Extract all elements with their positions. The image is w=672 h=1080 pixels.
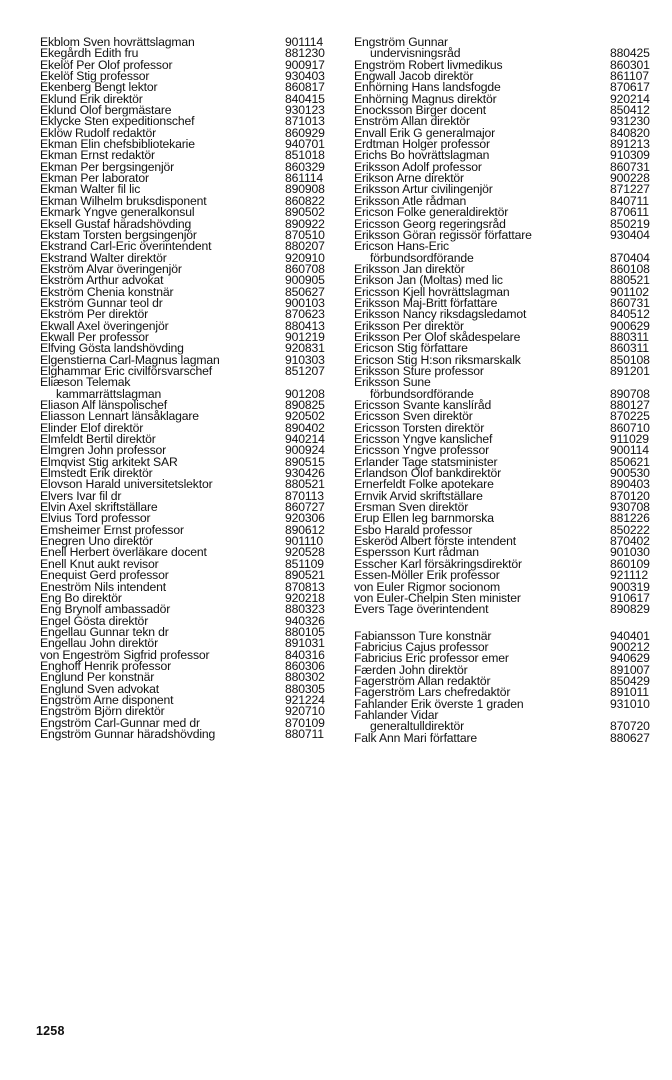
entry-name: Eriksson Sune (354, 375, 431, 390)
entry-number: 890908 (285, 182, 325, 197)
entry-number: 880711 (285, 726, 324, 741)
entry-name: Ekman Wilhelm bruksdisponent (40, 193, 207, 208)
entry-number: 840415 (285, 91, 325, 106)
entry-number: 860311 (610, 341, 649, 356)
entry-name: Ekström Gunnar teol dr (40, 295, 163, 310)
entry-number: 860817 (285, 80, 325, 95)
entry-number: 850108 (610, 352, 650, 367)
entry-name: Esbo Harald professor (354, 522, 473, 537)
entry-name: Elghammar Eric civilförsvarschef (40, 363, 212, 378)
entry-name: Eng Brynolf ambassadör (40, 602, 171, 617)
entry-number: 890825 (285, 398, 325, 412)
entry-number: 921112 (610, 568, 648, 583)
entry-name: Essen-Möller Erik professor (354, 568, 500, 583)
entry-number: 860301 (610, 57, 650, 72)
entry-number: 930123 (285, 103, 325, 118)
entry-number: 870120 (610, 488, 650, 503)
entry-number: 911029 (610, 432, 649, 447)
entry-name: Ekström Alvar överingenjör (40, 261, 182, 276)
entry-name: Enhörning Magnus direktör (354, 91, 497, 106)
entry-number: 870402 (610, 534, 650, 549)
entry-name: Ersman Sven direktör (354, 500, 469, 515)
entry-number: 870225 (610, 409, 650, 424)
entry-name: Ekman Per bergsingenjör (40, 159, 175, 174)
entry-name: Ekstrand Carl-Eric överintendent (40, 239, 212, 254)
entry-name: Elinder Elof direktör (40, 420, 144, 435)
entry-number: 900103 (285, 295, 325, 310)
entry-name: Erichs Bo hovrättslagman (354, 148, 490, 163)
entry-number: 920214 (610, 91, 650, 106)
entry-number: 890515 (285, 454, 325, 469)
entry-name: Elmqvist Stig arkitekt SAR (40, 454, 178, 469)
entry-name: Eriksson Per Olof skådespelare (354, 329, 521, 344)
entry-name: Ekman Ernst redaktör (40, 148, 155, 163)
entry-number: 900319 (610, 579, 650, 594)
entry-name: Fagerström Lars chefredaktör (354, 685, 511, 700)
entry-number: 850429 (610, 673, 650, 688)
entry-name: Enell Knut aukt revisor (40, 556, 159, 571)
entry-number: 930403 (285, 69, 325, 84)
entry-number: 850412 (610, 103, 650, 118)
entry-name: Ekman Walter fil lic (40, 182, 141, 197)
entry-name: Eriksson Adolf professor (354, 159, 482, 174)
entry-number: 901030 (610, 545, 650, 560)
entry-name: Eklöw Rudolf redaktör (40, 125, 157, 140)
entry-name: Eriksson Artur civilingenjör (354, 182, 493, 197)
entry-number: 940214 (285, 432, 325, 447)
right-column-e-section (354, 37, 658, 616)
entry-name: Eng Bo direktör (40, 590, 122, 605)
entry-name: Ekblom Sven hovrättslagman (40, 35, 195, 49)
entry-name: Elmfeldt Bertil direktör (40, 432, 156, 447)
entry-name: Ericson Stig författare (354, 341, 468, 356)
entry-row (354, 730, 658, 745)
entry-number: 900530 (610, 466, 650, 481)
entry-name: Elmstedt Erik direktör (40, 466, 153, 481)
entry-number: 890829 (610, 602, 650, 617)
entry-name: Ekwall Axel överingenjör (40, 318, 169, 333)
entry-number: 850219 (610, 216, 650, 231)
entry-name: Eskeröd Albert förste intendent (354, 534, 517, 549)
entry-name: Færden John direktör (354, 662, 468, 677)
entry-name: von Euler-Chelpin Sten minister (354, 590, 521, 605)
entry-name: Eriksson Maj-Britt författare (354, 295, 498, 310)
entry-name: Ericson Hans-Eric (354, 239, 449, 254)
entry-number: 860329 (285, 159, 325, 174)
entry-number: 930404 (610, 227, 650, 242)
entry-number: 890402 (285, 420, 325, 435)
entry-name: Englund Sven advokat (40, 681, 159, 696)
entry-name: Ericsson Svante kanslíråd (354, 398, 492, 412)
entry-number: 931010 (610, 696, 650, 711)
entry-name: Eliæson Telemak (40, 375, 131, 390)
entry-name: Ernerfeldt Folke apotekare (354, 477, 494, 492)
entry-name: Ekstrand Walter direktör (40, 250, 167, 265)
entry-name: Eneström Nils intendent (40, 579, 166, 594)
entry-number: 920710 (285, 704, 325, 719)
entry-name: Engström Gunnar (354, 35, 448, 49)
entry-number: 901208 (285, 386, 325, 401)
entry-name: Eklund Olof bergmästare (40, 103, 172, 118)
entry-name: Esscher Karl försäkringsdirektör (354, 556, 522, 571)
entry-number: 891007 (610, 662, 650, 677)
entry-name: Elmgren John professor (40, 443, 167, 458)
entry-number: 931230 (610, 114, 650, 129)
entry-name: Ericsson Georg regeringsråd (354, 216, 506, 231)
entry-number: 840512 (610, 307, 650, 322)
entry-name: Ekman Per laborator (40, 171, 149, 186)
entry-number: 881226 (610, 511, 650, 526)
entry-name: Eliasson Lennart länsåklagare (40, 409, 199, 424)
entry-name: Engström Gunnar häradshövding (40, 726, 216, 741)
entry-name: Envall Erik G generalmajor (354, 125, 496, 140)
right-column (354, 37, 658, 744)
entry-name: Ericsson Yngve professor (354, 443, 490, 458)
entry-name: Engwall Jacob direktör (354, 69, 474, 84)
entry-number: 940401 (610, 628, 650, 643)
entry-name: Erlander Tage statsminister (354, 454, 498, 469)
entry-number: 870611 (610, 205, 649, 220)
entry-number: 870404 (610, 250, 650, 265)
entry-name: Fabricius Eric professor emer (354, 651, 509, 666)
entry-name: Ekenberg Bengt lektor (40, 80, 158, 95)
entry-number: 880323 (285, 602, 325, 617)
entry-number: 890521 (285, 568, 325, 583)
entry-number: 890708 (610, 386, 650, 401)
entry-number: 860727 (285, 500, 325, 515)
entry-name: Fahlander Vidar (354, 707, 439, 722)
entry-number: 891213 (610, 137, 650, 152)
entry-number: 860822 (285, 193, 325, 208)
entry-name: Eksell Gustaf häradshövding (40, 216, 192, 231)
entry-number: 880105 (285, 624, 325, 639)
entry-number: 860710 (610, 420, 650, 435)
entry-number: 940326 (285, 613, 325, 628)
entry-name: Ericson Folke generaldirektör (354, 205, 509, 220)
entry-name: Elfving Gösta landshövding (40, 341, 184, 356)
entry-name: Eriksson Göran regissör författare (354, 227, 532, 242)
entry-number: 880207 (285, 239, 325, 254)
entry-number: 920306 (285, 511, 325, 526)
entry-name: Englund Per konstnär (40, 670, 155, 685)
entry-name: Elvius Tord professor (40, 511, 151, 526)
entry-number: 880311 (610, 329, 649, 344)
page-number: 1258 (36, 1024, 65, 1038)
entry-name: Engström Arne disponent (40, 692, 174, 707)
entry-name: Ekelöf Stig professor (40, 69, 150, 84)
entry-name: Enghoff Henrik professor (40, 658, 171, 673)
entry-number: 900917 (285, 57, 325, 72)
entry-name: Enström Allan direktör (354, 114, 470, 129)
entry-name: Falk Ann Mari författare (354, 730, 478, 745)
entry-number: 860731 (610, 295, 650, 310)
entry-name: Enocksson Birger docent (354, 103, 487, 118)
entry-name: Engellau Gunnar tekn dr (40, 624, 169, 639)
entry-number: 870510 (285, 227, 325, 242)
entry-name: Emsheimer Ernst professor (40, 522, 184, 537)
entry-number: 861114 (285, 171, 323, 186)
entry-number: 920831 (285, 341, 325, 356)
entry-name: Ekmark Yngve generalkonsul (40, 205, 195, 220)
entry-name: Ernvik Arvid skriftställare (354, 488, 483, 503)
entry-number: 930426 (285, 466, 325, 481)
entry-number: 870623 (285, 307, 325, 322)
entry-name: Ericsson Torsten direktör (354, 420, 485, 435)
entry-number: 920502 (285, 409, 325, 424)
entry-name: Elvin Axel skriftställare (40, 500, 158, 515)
entry-name: Enegren Uno direktör (40, 534, 153, 549)
entry-name: Eliason Alf länspolischef (40, 398, 168, 412)
entry-name: Evers Tage överintendent (354, 602, 489, 617)
entry-number: 880627 (610, 730, 650, 745)
entry-name: Ekman Elin chefsbibliotekarie (40, 137, 195, 152)
entry-number: 900228 (610, 171, 650, 186)
entry-number: 840316 (285, 647, 325, 662)
entry-number: 860708 (285, 261, 325, 276)
entry-number: 900212 (610, 639, 650, 654)
entry-name: Eriksson Nancy riksdagsledamot (354, 307, 527, 322)
entry-number: 891031 (285, 636, 325, 651)
entry-name: Fahlander Erik överste 1 graden (354, 696, 524, 711)
entry-number: 881230 (285, 46, 325, 61)
entry-number: 901114 (285, 35, 323, 49)
entry-number: 850621 (610, 454, 650, 469)
entry-row (354, 604, 658, 615)
entry-number: 860929 (285, 125, 325, 140)
entry-name: Ericsson Kjell hovrättslagman (354, 284, 510, 299)
entry-number: 880413 (285, 318, 325, 333)
entry-name: Ekwall Per professor (40, 329, 149, 344)
entry-name: von Euler Rigmor socionom (354, 579, 500, 594)
entry-number: 890612 (285, 522, 325, 537)
entry-number: 880127 (610, 398, 650, 412)
entry-number: 880521 (610, 273, 650, 288)
entry-name: Elvers Ivar fil dr (40, 488, 122, 503)
entry-name: Engellau John direktör (40, 636, 158, 651)
entry-name: Eklund Erik direktör (40, 91, 143, 106)
entry-name: von Engeström Sigfrid professor (40, 647, 210, 662)
entry-number: 850627 (285, 284, 325, 299)
entry-name: Erup Ellen leg barnmorska (354, 511, 494, 526)
entry-name: Engel Gösta direktör (40, 613, 149, 628)
entry-number: 850222 (610, 522, 650, 537)
entry-name: Ekström Arthur advokat (40, 273, 164, 288)
left-column (40, 37, 335, 740)
entry-name: Eriksson Atle rådman (354, 193, 467, 208)
entry-name: Elovson Harald universitetslektor (40, 477, 213, 492)
entry-number: 930708 (610, 500, 650, 515)
entry-number: 880302 (285, 670, 325, 685)
entry-name: Ekström Per direktör (40, 307, 149, 322)
entry-name: förbundsordförande (370, 386, 474, 401)
entry-number: 851207 (285, 363, 325, 378)
entry-number: 920528 (285, 545, 325, 560)
entry-name: Enell Herbert överläkare docent (40, 545, 207, 560)
entry-number: 940701 (285, 137, 325, 152)
entry-name: Ericson Stig H:son riksmarskalk (354, 352, 521, 367)
entry-name: Espersson Kurt rådman (354, 545, 479, 560)
entry-number: 900924 (285, 443, 325, 458)
entry-name: Ericsson Yngve kanslichef (354, 432, 493, 447)
entry-number: 860108 (610, 261, 650, 276)
entry-number: 940629 (610, 651, 650, 666)
entry-name: Ericsson Sven direktör (354, 409, 473, 424)
entry-number: 890502 (285, 205, 325, 220)
entry-name: Enequist Gerd professor (40, 568, 169, 583)
entry-name: kammarrättslagman (56, 386, 162, 401)
entry-number: 890403 (610, 477, 650, 492)
entry-number: 840820 (610, 125, 650, 140)
entry-name: Fabiansson Ture konstnär (354, 628, 492, 643)
entry-number: 871227 (610, 182, 650, 197)
entry-number: 910617 (610, 590, 650, 605)
entry-name: Erikson Arne direktör (354, 171, 464, 186)
entry-name: Eriksson Per direktör (354, 318, 464, 333)
entry-name: Eriksson Sture professor (354, 363, 484, 378)
entry-number: 890922 (285, 216, 325, 231)
right-column-f-section (354, 628, 658, 745)
entry-name: undervisningsråd (370, 46, 461, 61)
entry-name: Ekelöf Per Olof professor (40, 57, 173, 72)
entry-number: 870617 (610, 80, 650, 95)
entry-row (40, 726, 335, 741)
entry-name: förbundsordförande (370, 250, 474, 265)
entry-name: Ekstam Torsten bergsingenjör (40, 227, 197, 242)
entry-number: 921224 (285, 692, 325, 707)
entry-number: 870813 (285, 579, 325, 594)
entry-number: 880305 (285, 681, 325, 696)
entry-name: Enhörning Hans landsfogde (354, 80, 501, 95)
entry-name: Erdtman Holger professor (354, 137, 490, 152)
entry-number: 901102 (610, 284, 649, 299)
entry-number: 880425 (610, 46, 650, 61)
entry-name: Eklycke Sten expeditionschef (40, 114, 195, 129)
entry-number: 900629 (610, 318, 650, 333)
entry-number: 870113 (285, 488, 324, 503)
entry-number: 860109 (610, 556, 650, 571)
entry-name: Engström Robert livmedikus (354, 57, 503, 72)
entry-number: 840711 (610, 193, 649, 208)
entry-number: 860731 (610, 159, 650, 174)
entry-number: 910303 (285, 352, 325, 367)
entry-number: 851018 (285, 148, 325, 163)
entry-number: 891011 (610, 685, 649, 700)
entry-name: Eriksson Jan direktör (354, 261, 465, 276)
entry-number: 920218 (285, 590, 325, 605)
entry-name: Erlandson Olof bankdirektör (354, 466, 502, 481)
entry-name: Elgenstierna Carl-Magnus lagman (40, 352, 220, 367)
entry-name: generaltulldirektör (370, 719, 465, 734)
entry-name: Engström Carl-Gunnar med dr (40, 715, 200, 730)
entry-name: Fabricius Cajus professor (354, 639, 489, 654)
entry-number: 851109 (285, 556, 324, 571)
entry-number: 870109 (285, 715, 325, 730)
entry-name: Erikson Jan (Moltas) med lic (354, 273, 503, 288)
entry-number: 891201 (610, 363, 650, 378)
entry-number: 920910 (285, 250, 325, 265)
entry-number: 871013 (285, 114, 325, 129)
entry-number: 910309 (610, 148, 650, 163)
entry-name: Engström Björn direktör (40, 704, 165, 719)
entry-number: 880521 (285, 477, 325, 492)
entry-number: 900905 (285, 273, 325, 288)
entry-number: 901110 (285, 534, 323, 549)
entry-number: 870720 (610, 719, 650, 734)
entry-number: 860306 (285, 658, 325, 673)
entry-name: Ekegårdh Edith fru (40, 46, 139, 61)
entry-number: 901219 (285, 329, 325, 344)
entry-number: 900114 (610, 443, 649, 458)
entry-name: Fagerström Allan redaktör (354, 673, 491, 688)
entry-name: Ekström Chenia konstnär (40, 284, 174, 299)
entry-number: 861107 (610, 69, 649, 84)
